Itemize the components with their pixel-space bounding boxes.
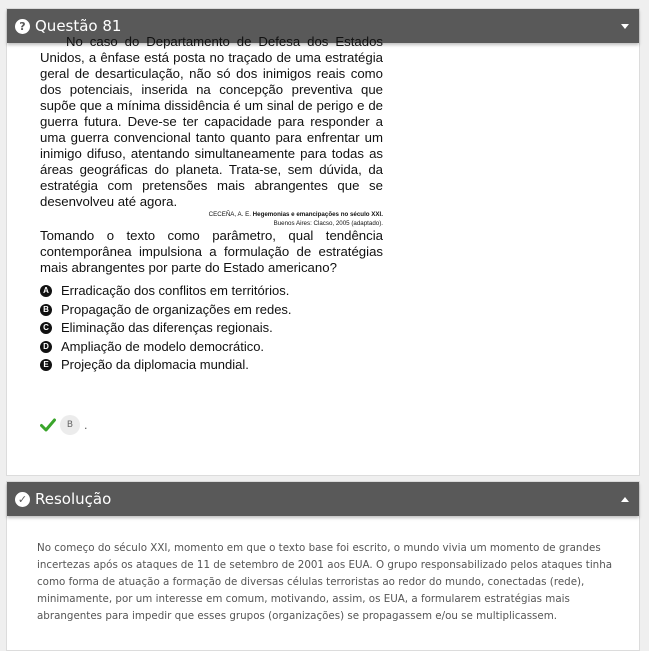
question-text: No caso do Departamento de Defesa dos Estados Unidos, a ênfase está posta no traçado de uma estratégia geral de desarticulação, não só dos inimigos reais como dos potenciais, inserida na concepção preventiva que supõe que a mínima dissidência é um sinal de perigo e de guerra futura. Deve-se ter capacidade para responder a uma guerra convencional tanto quanto para enfrentar um inimigo difuso, atentando simultaneamente para todas as áreas geográficas do planeta. Trata-se, sem dúvida, da estratégia com pretensões mais abrangentes que se desenvolveu até agora.: [40, 34, 383, 209]
answer-row: [40, 415, 88, 435]
citation-author: CECEÑA, A. E.: [208, 211, 251, 218]
question-content: [40, 34, 383, 375]
option-a: [40, 282, 383, 301]
option-text-d: Ampliação de modelo democrático.: [61, 338, 265, 354]
question-panel: [6, 8, 640, 476]
option-letter-a: A: [40, 285, 52, 297]
checkmark-icon: [40, 418, 56, 432]
option-b: [40, 301, 383, 320]
option-text-e: Projeção da diplomacia mundial.: [61, 357, 249, 373]
resolution-text: No começo do século XXI, momento em que o texto base foi escrito, o mundo vivia um momento de grandes incertezas após os ataques de 11 de setembro de 2001 aos EUA. O grupo responsabilizado pelos ataques tinha como forma de atuação a formação de diversas células terroristas ao redor do mundo, conectadas (rede), minimamente, por um interesse em comum, motivando, assim, os EUA, a formularem estratégias mais abrangentes para impedir que esses grupos (organizações) se propagassem e/ou se multiplicassem.: [37, 542, 613, 622]
option-letter-d: D: [40, 341, 52, 353]
caret-up-icon[interactable]: [621, 497, 629, 502]
option-letter-b: B: [40, 304, 52, 316]
resolution-panel-title: Resolução: [35, 490, 112, 508]
question-citation: [40, 210, 383, 228]
option-text-a: Erradicação dos conflitos em territórios.: [61, 283, 290, 299]
answer-badge: B: [60, 415, 80, 435]
citation-work: Hegemonias e emancipações no século XXI.: [252, 211, 383, 218]
answer-suffix: .: [84, 418, 88, 432]
citation-publisher: Buenos Aires: Clacso, 2005 (adaptado).: [273, 220, 383, 227]
caret-down-icon[interactable]: [621, 24, 629, 29]
question-panel-title: Questão 81: [35, 17, 122, 35]
resolution-panel: [6, 481, 640, 651]
option-c: [40, 319, 383, 338]
option-text-b: Propagação de organizações em redes.: [61, 301, 292, 317]
resolution-panel-header[interactable]: [7, 482, 639, 516]
option-letter-c: C: [40, 322, 52, 334]
option-letter-e: E: [40, 359, 52, 371]
option-e: [40, 356, 383, 375]
question-circle-icon: ?: [15, 19, 30, 34]
question-prompt: Tomando o texto como parâmetro, qual tendência contemporânea impulsiona a formulação de estratégias mais abrangentes por parte do Estado americano?: [40, 228, 383, 275]
options-list: [40, 282, 383, 375]
option-d: [40, 338, 383, 357]
check-circle-icon: ✓: [15, 492, 30, 507]
option-text-c: Eliminação das diferenças regionais.: [61, 320, 273, 336]
